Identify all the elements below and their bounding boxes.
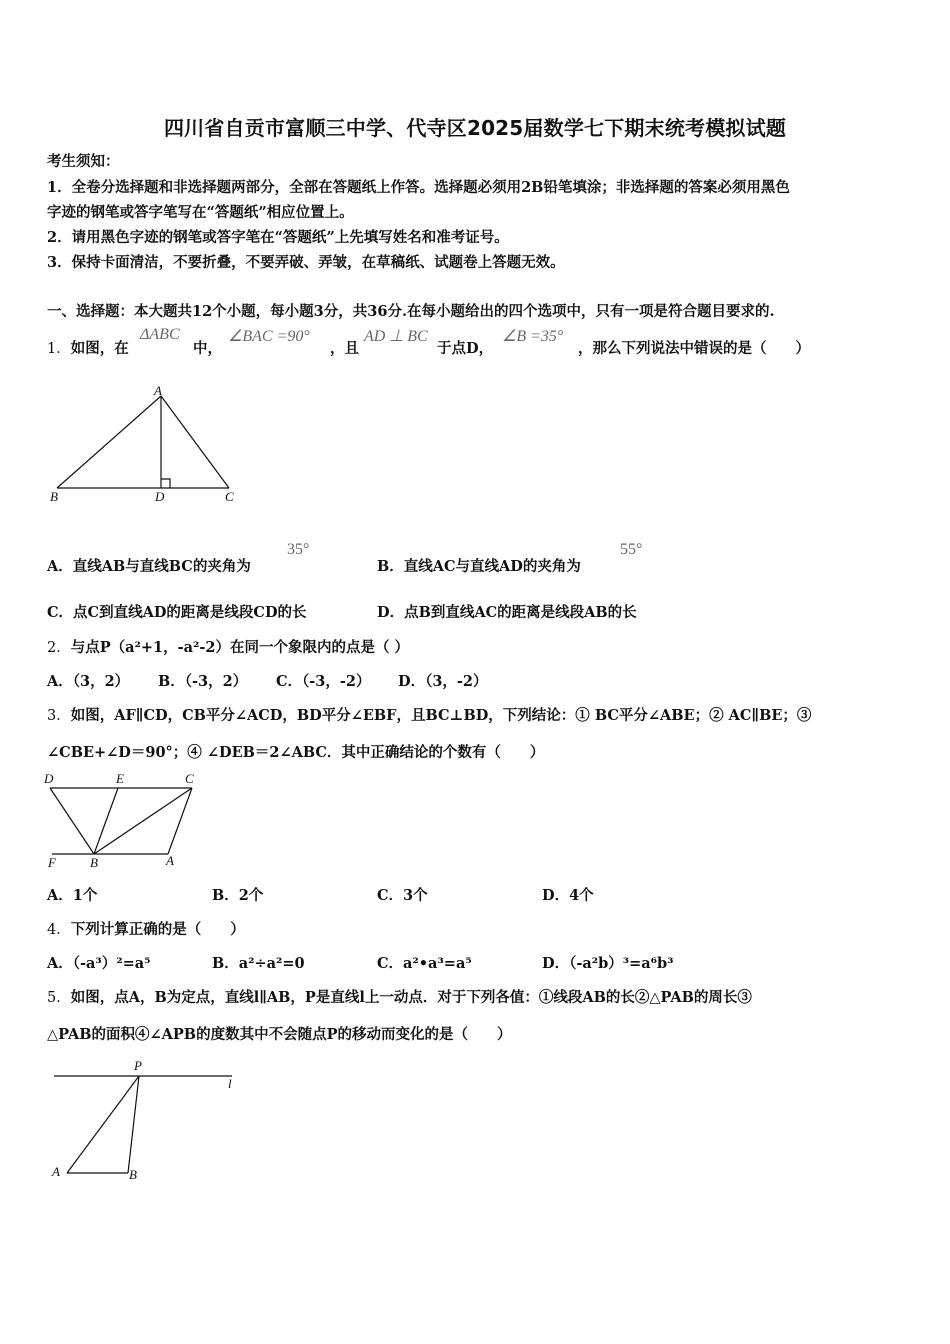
notice-line-2: 2．请用黑色字迹的钢笔或答字笔在“答题纸”上先填写姓名和准考证号。 bbox=[47, 229, 509, 246]
q3-number: 3． bbox=[47, 708, 71, 724]
q3-text-1: 如图，AF∥CD，CB平分∠ACD，BD平分∠EBF，且BC⊥BD，下列结论：① BC平分∠ABE；② AC∥BE；③ bbox=[70, 707, 812, 724]
q3-label-f: F bbox=[48, 855, 56, 870]
q1-option-d: D．点B到直线AC的距离是线段AB的长 bbox=[377, 604, 637, 621]
q5-label-l: l bbox=[228, 1076, 232, 1091]
q5-stem-line-2: △PAB的面积④∠APB的度数其中不会随点P的移动而变化的是（ ） bbox=[47, 1026, 512, 1043]
page-title: 四川省自贡市富顺三中学、代寺区2025届数学七下期末统考模拟试题 bbox=[163, 116, 787, 140]
q3-label-d: D bbox=[44, 771, 54, 786]
notice-line-1a: 1．全卷分选择题和非选择题两部分，全部在答题纸上作答。选择题必须用2B铅笔填涂；非选择题的答案必须用黑色 bbox=[47, 179, 790, 196]
q3-option-b: B．2个 bbox=[212, 887, 264, 904]
q5-stem-line-1 bbox=[47, 989, 752, 1007]
q1-option-c: C．点C到直线AD的距离是线段CD的长 bbox=[47, 604, 307, 621]
q1-label-d: D bbox=[155, 489, 165, 504]
q4-number: 4． bbox=[47, 922, 71, 938]
q1-option-a-value: 35° bbox=[287, 541, 310, 558]
q3-option-a: A．1个 bbox=[47, 887, 98, 904]
q1-number: 1． bbox=[47, 341, 71, 357]
q3-label-c: C bbox=[185, 771, 194, 786]
q5-text-1: 如图，点A，B为定点，直线l∥AB，P是直线l上一动点．对于下列各值：①线段AB的长②△PAB的周长③ bbox=[70, 989, 752, 1006]
q1-option-a: A．直线AB与直线BC的夹角为 bbox=[47, 558, 251, 575]
q5-label-b: B bbox=[129, 1167, 137, 1182]
q3-label-e: E bbox=[116, 771, 124, 786]
q2-option-c: C．（-3，-2） bbox=[276, 673, 371, 690]
q1-text-2: 中， bbox=[193, 340, 222, 357]
q3-stem-line-1 bbox=[47, 707, 811, 725]
q3-label-a: A bbox=[166, 853, 174, 868]
q1-text-3: ，且 bbox=[330, 340, 359, 357]
q1-stem bbox=[47, 340, 129, 358]
q1-math-perpendicular: AD ⊥ BC bbox=[364, 328, 428, 345]
q1-triangle-figure bbox=[45, 382, 255, 507]
notice-line-3: 3．保持卡面清洁，不要折叠，不要弄破、弄皱，在草稿纸、试题卷上答题无效。 bbox=[47, 254, 565, 271]
q1-option-b-value: 55° bbox=[620, 541, 643, 558]
q1-text-1: 如图，在 bbox=[70, 340, 129, 357]
q1-text-5: ，那么下列说法中错误的是（ ） bbox=[578, 340, 810, 357]
q1-math-angle-b: ∠B =35° bbox=[502, 328, 564, 345]
q1-label-c: C bbox=[225, 489, 234, 504]
q5-number: 5． bbox=[47, 990, 71, 1006]
q1-label-a: A bbox=[154, 383, 162, 398]
notice-heading: 考生须知： bbox=[47, 153, 120, 170]
q2-option-d: D．（3，-2） bbox=[398, 673, 488, 690]
q1-option-b: B．直线AC与直线AD的夹角为 bbox=[377, 558, 581, 575]
q3-parallel-figure bbox=[42, 770, 207, 872]
q5-label-p: P bbox=[134, 1058, 142, 1073]
q4-option-a: A．（-a³）²=a⁵ bbox=[47, 955, 151, 972]
q2-option-a: A．（3，2） bbox=[47, 673, 130, 690]
section-1-heading: 一、选择题：本大题共12个小题，每小题3分，共36分.在每小题给出的四个选项中，只有一项是符合题目要求的. bbox=[47, 303, 775, 320]
q1-label-b: B bbox=[50, 489, 58, 504]
q1-math-triangle: ΔABC bbox=[140, 326, 180, 343]
q2-stem bbox=[47, 639, 409, 657]
q4-option-d: D．（-a²b）³=a⁶b³ bbox=[542, 955, 674, 972]
q3-option-c: C．3个 bbox=[377, 887, 428, 904]
q2-number: 2． bbox=[47, 640, 71, 656]
notice-line-1b: 字迹的钢笔或答字笔写在“答题纸”相应位置上。 bbox=[47, 204, 354, 221]
q2-option-b: B．（-3，2） bbox=[158, 673, 248, 690]
q4-text: 下列计算正确的是（ ） bbox=[70, 921, 245, 938]
q1-text-4: 于点D， bbox=[437, 340, 494, 357]
q1-math-angle-bac: ∠BAC =90° bbox=[228, 328, 310, 345]
q4-option-c: C．a²•a³=a⁵ bbox=[377, 955, 472, 972]
q3-stem-line-2: ∠CBE+∠D＝90°；④ ∠DEB＝2∠ABC．其中正确结论的个数有（ ） bbox=[47, 744, 545, 761]
q3-option-d: D．4个 bbox=[542, 887, 594, 904]
q4-stem bbox=[47, 921, 245, 939]
q2-text: 与点P（a²+1，-a²-2）在同一个象限内的点是（ ） bbox=[70, 639, 410, 656]
q5-moving-point-figure bbox=[44, 1055, 244, 1185]
q5-label-a: A bbox=[52, 1164, 60, 1179]
q4-option-b: B．a²÷a²=0 bbox=[212, 955, 305, 972]
q3-label-b: B bbox=[90, 855, 98, 870]
